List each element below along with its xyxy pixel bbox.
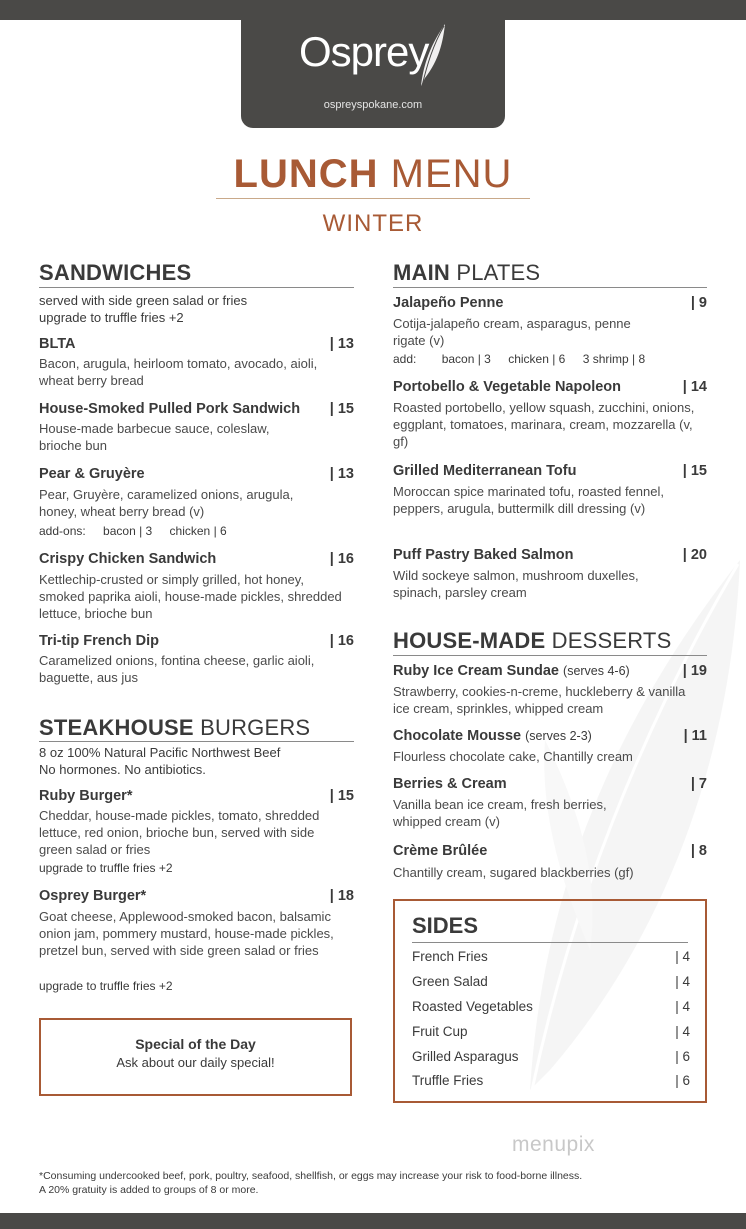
side-item-price: | 6	[675, 1049, 690, 1064]
season-label: WINTER	[322, 210, 424, 237]
menu-item-description: Wild sockeye salmon, mushroom duxelles, spinach, parsley cream	[393, 568, 639, 600]
special-title: Special of the Day	[135, 1036, 256, 1052]
menu-item-name: Jalapeño Penne	[393, 295, 504, 311]
menu-item-name	[393, 663, 630, 679]
side-item-name: Truffle Fries	[412, 1073, 484, 1088]
menu-item-description: Goat cheese, Applewood-smoked bacon, balsamic onion jam, pommery mustard, house-made pickles, pretzel bun, served with side green salad or fries	[39, 909, 334, 958]
side-item	[412, 999, 690, 1017]
menu-item-description: Pear, Gruyère, caramelized onions, arugula, honey, wheat berry bread (v)	[39, 487, 294, 519]
burgers-heading-rest: BURGERS	[200, 715, 311, 740]
menu-item-name: BLTA	[39, 336, 76, 352]
main-plates-heading-bold: MAIN	[393, 260, 451, 285]
brand-name: Osprey	[299, 28, 429, 75]
footer-disclaimer	[39, 1169, 582, 1197]
side-item-name: Green Salad	[412, 974, 488, 989]
menu-item-description: Roasted portobello, yellow squash, zucchini, onions, eggplant, tomatoes, marinara, cream, mozzarella (v, gf)	[393, 400, 695, 449]
main-plates-heading-rest: PLATES	[456, 260, 541, 285]
menu-item-name: Tri-tip French Dip	[39, 633, 160, 649]
watermark: menupix	[512, 1133, 595, 1156]
side-item-price: | 6	[675, 1073, 690, 1088]
menu-item-name: Berries & Cream	[393, 776, 507, 792]
addon-option: chicken | 6	[508, 352, 566, 366]
addons-label: add-ons:	[39, 524, 86, 538]
menu-item-price: | 13	[329, 336, 354, 352]
menu-item-name: Crispy Chicken Sandwich	[39, 551, 217, 567]
dessert-name: Ruby Ice Cream Sundae	[393, 663, 559, 679]
serves-note: (serves 4-6)	[563, 664, 630, 678]
menu-item-price: | 19	[682, 663, 707, 679]
menu-item-name: Ruby Burger*	[39, 788, 133, 804]
menu-item-price: | 16	[329, 551, 354, 567]
menu-item-name: Osprey Burger*	[39, 888, 147, 904]
side-item-name: Grilled Asparagus	[412, 1049, 519, 1064]
side-item-price: | 4	[675, 1024, 690, 1039]
menu-item-description: Bacon, arugula, heirloom tomato, avocado, aioli, wheat berry bread	[39, 356, 318, 388]
menu-item-price: | 13	[329, 466, 354, 482]
main-plates-divider	[393, 287, 707, 288]
desserts-heading-bold: HOUSE-MADE	[393, 628, 546, 653]
menu-title-bold: LUNCH	[233, 152, 379, 196]
burgers-note-2: No hormones. No antibiotics.	[39, 762, 206, 777]
menu-item-price: | 20	[682, 547, 707, 563]
menu-item-price: | 15	[329, 788, 354, 804]
menu-item-name: Pear & Gruyère	[39, 466, 145, 482]
menu-item-description: Chantilly cream, sugared blackberries (gf)	[393, 865, 634, 880]
title-divider	[216, 198, 530, 199]
side-item-price: | 4	[675, 949, 690, 964]
sandwiches-divider	[39, 287, 354, 288]
menu-item-name: Crème Brûlée	[393, 843, 488, 859]
menu-item-name: Grilled Mediterranean Tofu	[393, 463, 577, 479]
main-plates-heading	[393, 260, 540, 286]
menu-item-description: Kettlechip-crusted or simply grilled, hot honey, smoked paprika aioli, house-made pickles, shredded lettuce, brioche bun	[39, 572, 342, 621]
dessert-name: Chocolate Mousse	[393, 728, 522, 744]
sandwiches-note-1: served with side green salad or fries	[39, 293, 248, 308]
side-item-price: | 4	[675, 974, 690, 989]
burgers-note-1: 8 oz 100% Natural Pacific Northwest Beef	[39, 745, 281, 760]
bottom-bar	[0, 1213, 746, 1229]
menu-item-description: Vanilla bean ice cream, fresh berries, whipped cream (v)	[393, 797, 607, 829]
upgrade-note: upgrade to truffle fries +2	[39, 979, 173, 993]
menu-item-price: | 16	[329, 633, 354, 649]
addon-option: chicken | 6	[169, 524, 227, 538]
menu-title-rest: MENU	[390, 152, 513, 196]
menu-item-description: Cotija-jalapeño cream, asparagus, penne rigate (v)	[393, 316, 631, 348]
feather-icon	[417, 20, 449, 88]
menu-item-price: | 18	[329, 888, 354, 904]
menu-item-price: | 15	[329, 401, 354, 417]
logo-header	[241, 0, 505, 128]
addon-option: bacon | 3	[441, 352, 491, 366]
sides-box	[393, 899, 707, 1103]
burgers-heading-bold: STEAKHOUSE	[39, 715, 194, 740]
menu-item-description: House-made barbecue sauce, coleslaw, brioche bun	[39, 421, 270, 453]
side-item-name: Roasted Vegetables	[412, 999, 533, 1014]
menu-item-price: | 7	[690, 776, 707, 792]
burgers-heading	[39, 715, 310, 741]
footer-line-1: *Consuming undercooked beef, pork, poultry, seafood, shellfish, or eggs may increase your risk to food-borne illness.	[39, 1170, 583, 1182]
sides-divider	[412, 942, 688, 943]
addon-option: bacon | 3	[103, 524, 153, 538]
addons-label: add:	[393, 352, 417, 366]
side-item-name: French Fries	[412, 949, 488, 964]
menu-item-price: | 9	[690, 295, 707, 311]
menu-item-description: Moroccan spice marinated tofu, roasted fennel, peppers, arugula, buttermilk dill dressing (v)	[393, 484, 664, 516]
sandwiches-heading	[39, 260, 191, 286]
menu-item-name: House-Smoked Pulled Pork Sandwich	[39, 401, 301, 417]
desserts-divider	[393, 655, 707, 656]
side-item	[412, 1073, 690, 1091]
side-item-price: | 4	[675, 999, 690, 1014]
website-url: ospreyspokane.com	[323, 99, 423, 111]
menu-title	[0, 152, 746, 197]
side-item	[412, 1049, 690, 1067]
menu-item-description: Flourless chocolate cake, Chantilly cream	[393, 749, 633, 764]
serves-note: (serves 2-3)	[525, 729, 592, 743]
footer-line-2: A 20% gratuity is added to groups of 8 or more.	[39, 1184, 259, 1196]
menu-item-description: Strawberry, cookies-n-creme, huckleberry & vanilla ice cream, sprinkles, whipped cream	[393, 684, 686, 716]
sides-heading: SIDES	[412, 913, 479, 938]
special-of-the-day-box	[39, 1018, 352, 1096]
side-item	[412, 1024, 690, 1042]
menu-item-description: Caramelized onions, fontina cheese, garlic aioli, baguette, aus jus	[39, 653, 315, 685]
upgrade-note: upgrade to truffle fries +2	[39, 861, 173, 875]
menu-item-price: | 11	[683, 728, 707, 744]
menu-item-price: | 15	[682, 463, 707, 479]
addons-row	[39, 524, 241, 538]
menu-item-price: | 8	[690, 843, 707, 859]
menu-item-name: Portobello & Vegetable Napoleon	[393, 379, 622, 395]
desserts-heading	[393, 628, 671, 654]
side-item	[412, 974, 690, 992]
menu-item-name	[393, 728, 592, 744]
side-item	[412, 949, 690, 967]
addons-row	[393, 352, 659, 366]
side-item-name: Fruit Cup	[412, 1024, 468, 1039]
burgers-divider	[39, 741, 354, 742]
sandwiches-note-2: upgrade to truffle fries +2	[39, 310, 184, 325]
special-subtitle: Ask about our daily special!	[116, 1055, 275, 1070]
sandwiches-heading-bold: SANDWICHES	[39, 260, 192, 285]
desserts-heading-rest: DESSERTS	[551, 628, 672, 653]
menu-item-description: Cheddar, house-made pickles, tomato, shredded lettuce, red onion, brioche bun, served with side green salad or fries	[39, 808, 320, 857]
menu-item-price: | 14	[682, 379, 707, 395]
addon-option: 3 shrimp | 8	[582, 352, 646, 366]
menu-item-name: Puff Pastry Baked Salmon	[393, 547, 574, 563]
